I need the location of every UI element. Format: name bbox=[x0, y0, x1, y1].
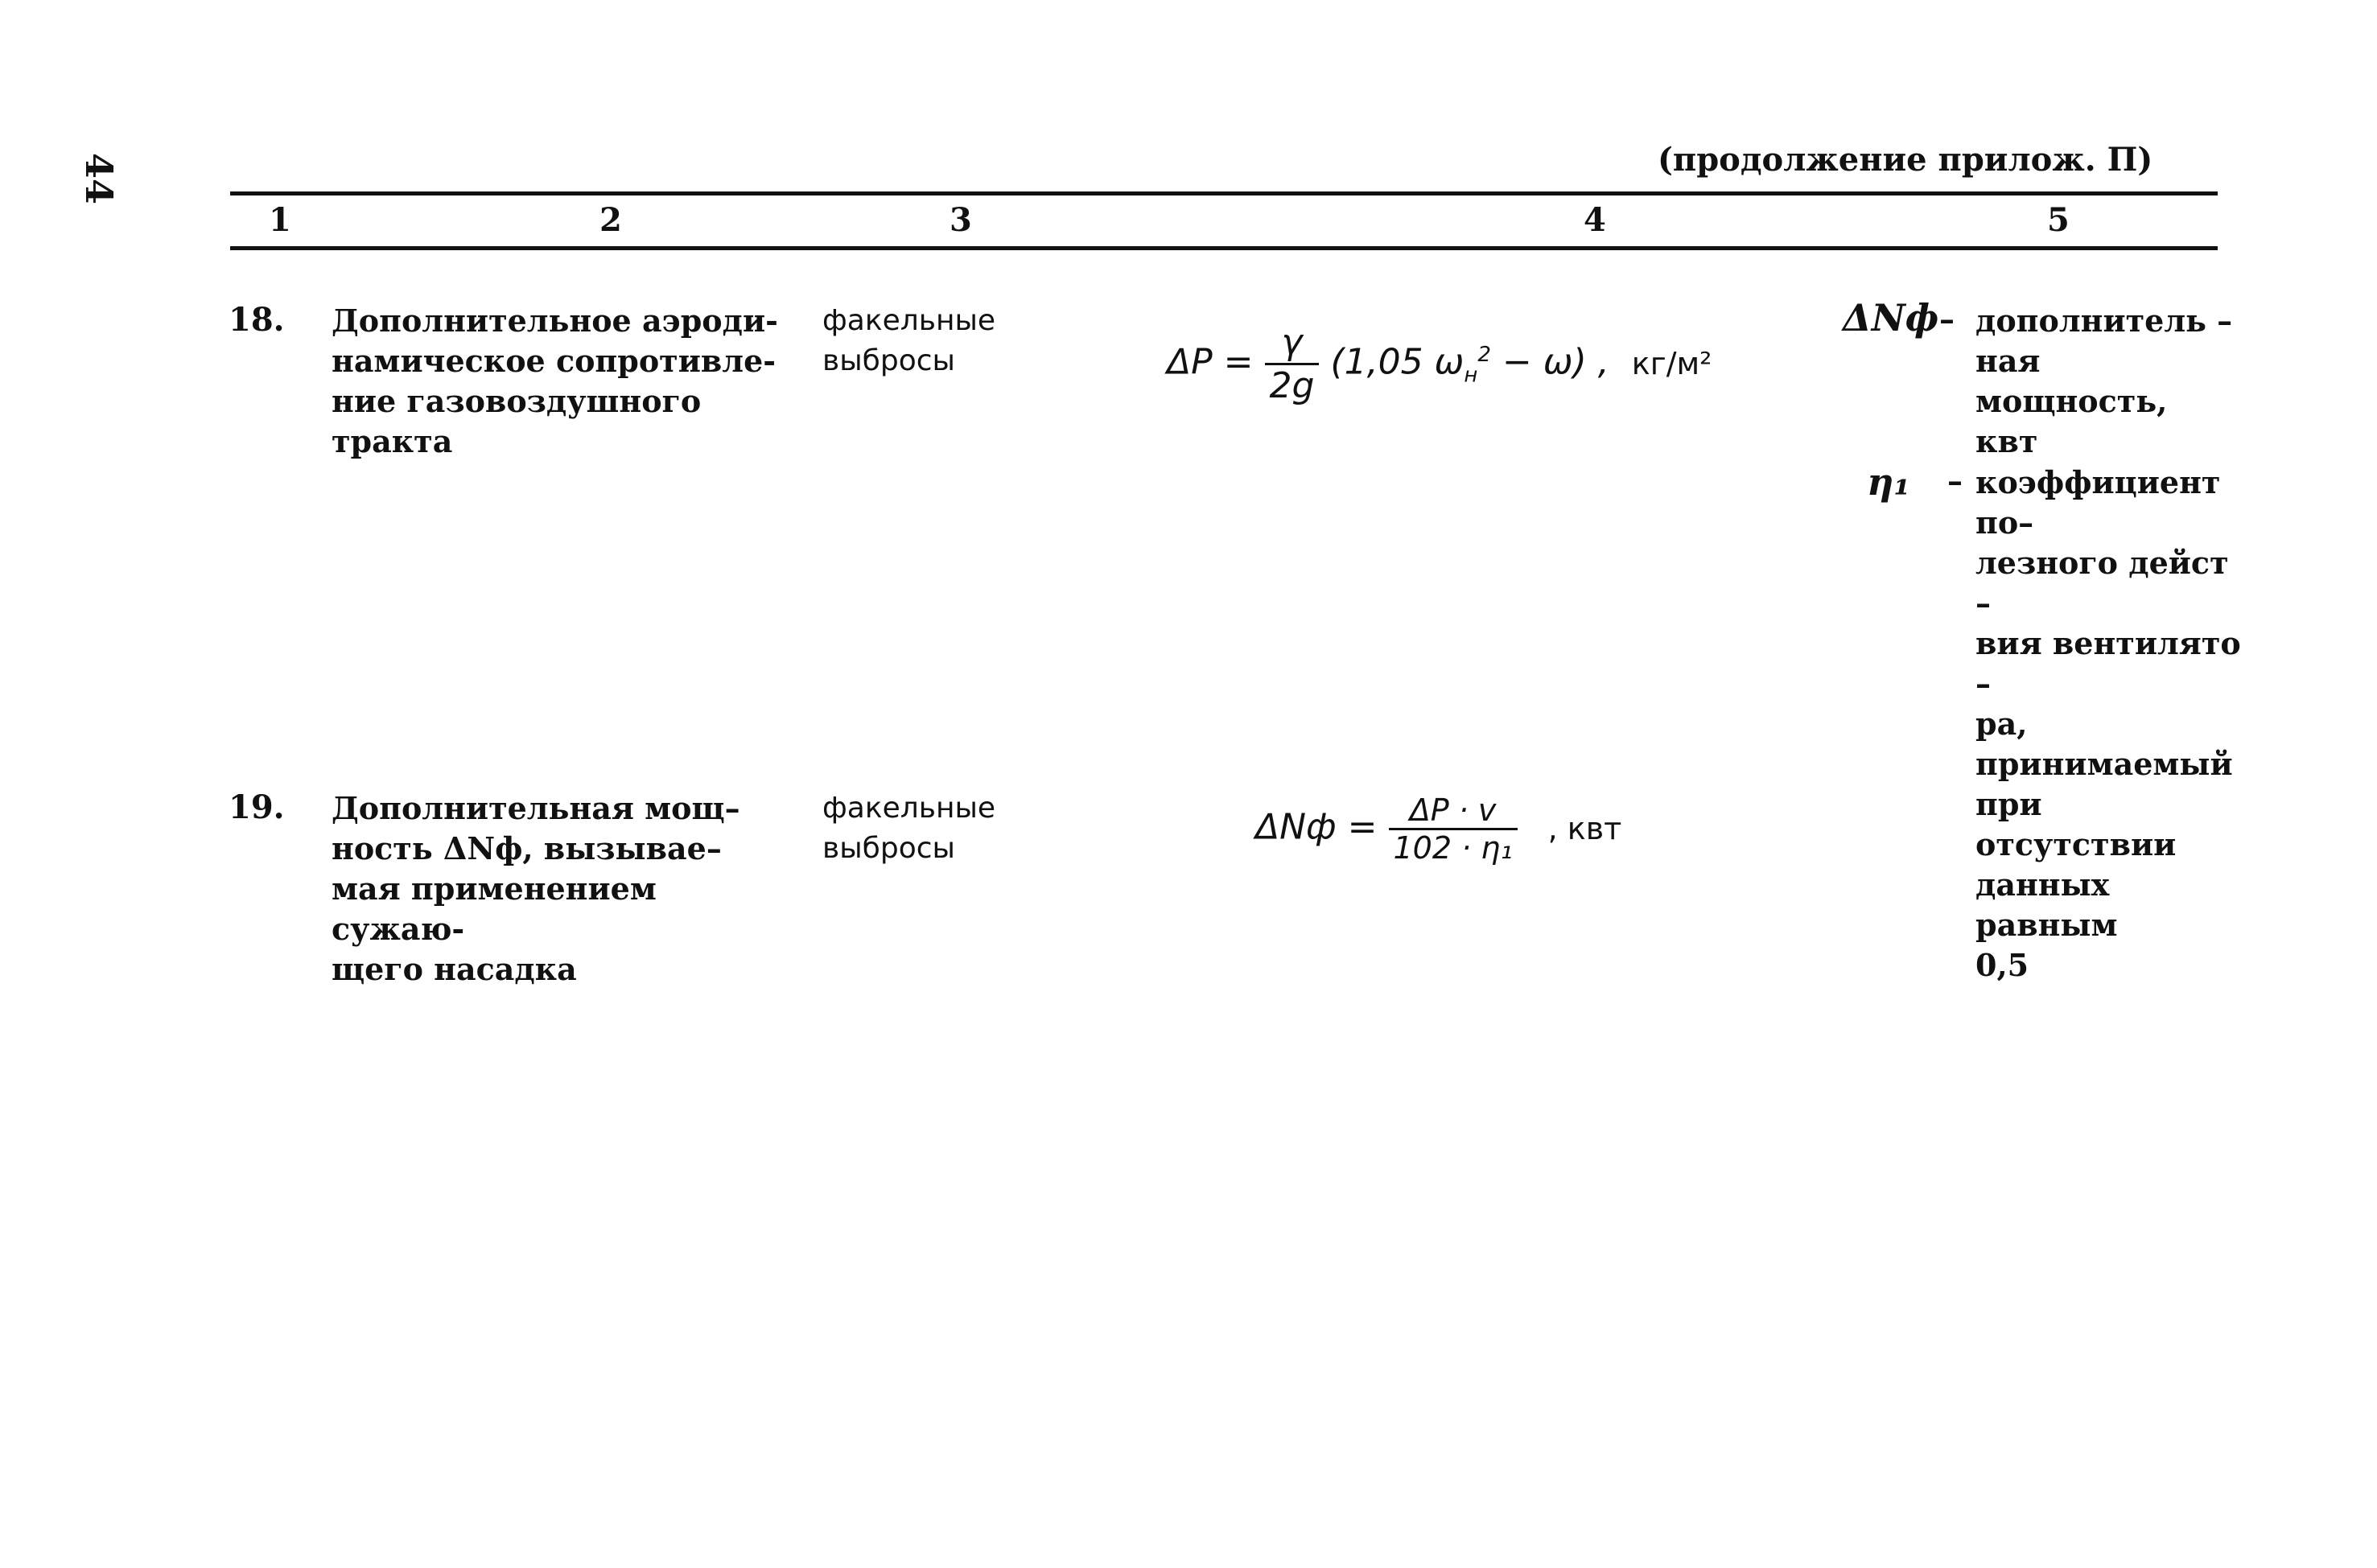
formula-superscript: 2 bbox=[1477, 342, 1491, 367]
note-dash: – bbox=[1947, 463, 1963, 499]
note-line: вия вентилято – bbox=[1975, 625, 2241, 702]
column-header-5: 5 bbox=[2047, 201, 2070, 239]
note-symbol: η₁ bbox=[1867, 460, 1910, 504]
description-line: ние газовоздушного bbox=[332, 383, 702, 419]
note-line: квт bbox=[1975, 423, 2038, 459]
formula-subscript: н bbox=[1464, 363, 1478, 388]
column-header-2: 2 bbox=[599, 201, 622, 239]
note-line: коэффициент по– bbox=[1975, 464, 2221, 541]
row-number: 18. bbox=[229, 301, 285, 339]
note-dash: – bbox=[1939, 301, 1955, 337]
formula-lhs: ΔNф = bbox=[1255, 806, 1378, 848]
applies-line: выбросы bbox=[822, 832, 955, 865]
column-header-4: 4 bbox=[1584, 201, 1606, 239]
description-line: щего насадка bbox=[332, 951, 577, 987]
description-line: мая применением сужаю- bbox=[332, 870, 657, 947]
note-text bbox=[1975, 463, 2249, 986]
formula-unit: кг/м² bbox=[1631, 345, 1712, 381]
description-line: намическое сопротивле- bbox=[332, 343, 777, 379]
note-symbol: ΔNф bbox=[1843, 296, 1939, 340]
row-description bbox=[332, 788, 782, 990]
formula-fraction bbox=[1265, 322, 1320, 406]
note-line: данных равным bbox=[1975, 866, 2118, 943]
applies-line: факельные bbox=[822, 792, 996, 825]
formula-unit: , квт bbox=[1547, 810, 1622, 846]
description-line: Дополнительная мощ– bbox=[332, 790, 740, 826]
note-text bbox=[1975, 301, 2233, 462]
note-line: ра, принимаемый bbox=[1975, 706, 2233, 782]
fraction-denominator: 102 · η₁ bbox=[1393, 830, 1513, 866]
continuation-label: (продолжение прилож. П) bbox=[1658, 141, 2153, 179]
note-line: лезного дейст – bbox=[1975, 545, 2229, 621]
formula-tail: − ω) , bbox=[1490, 341, 1609, 383]
applies-line: выбросы bbox=[822, 344, 955, 377]
formula-lhs: ΔP = bbox=[1167, 341, 1254, 383]
fraction-denominator: 2g bbox=[1269, 365, 1315, 406]
fraction-numerator: γ bbox=[1265, 322, 1320, 365]
header-rule-top bbox=[230, 191, 2218, 195]
note-line: при отсутствии bbox=[1975, 786, 2177, 862]
header-rule-bottom bbox=[230, 246, 2218, 250]
row-applies-to bbox=[822, 788, 995, 869]
applies-line: факельные bbox=[822, 304, 996, 337]
note-line: дополнитель – bbox=[1975, 302, 2233, 339]
column-header-1: 1 bbox=[269, 201, 291, 239]
row-applies-to bbox=[822, 301, 995, 381]
description-line: тракта bbox=[332, 423, 453, 459]
formula-power bbox=[1255, 792, 1621, 866]
formula-pressure-drop bbox=[1167, 322, 1712, 406]
row-number: 19. bbox=[229, 788, 285, 826]
description-line: Дополнительное аэроди- bbox=[332, 302, 778, 339]
fraction-numerator: ΔP · v bbox=[1389, 792, 1518, 830]
page-number: 44 bbox=[77, 153, 121, 205]
row-description bbox=[332, 301, 782, 462]
formula-fraction bbox=[1389, 792, 1518, 866]
note-line: ная мощность, bbox=[1975, 343, 2168, 419]
note-line: 0,5 bbox=[1975, 947, 2029, 983]
formula-body: (1,05 ω bbox=[1330, 341, 1465, 383]
description-line: ность ΔNф, вызывае– bbox=[332, 830, 722, 866]
column-header-3: 3 bbox=[950, 201, 972, 239]
